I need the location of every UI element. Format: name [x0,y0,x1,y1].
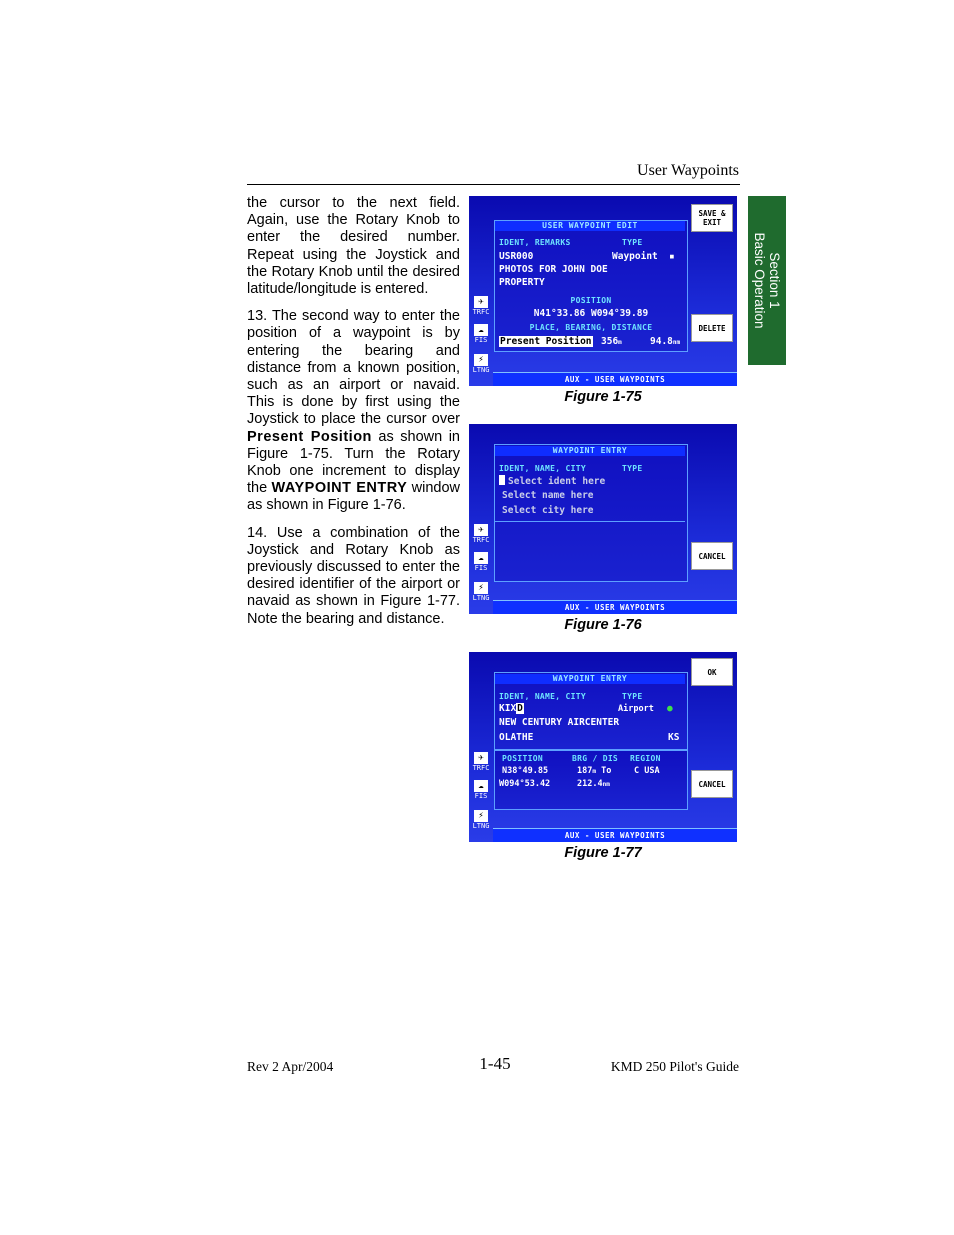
type-label: TYPE [622,464,643,473]
panel-divider [495,521,685,522]
type-square-icon: ▪ [669,251,675,262]
traffic-icon: ✈ TRFC [472,297,490,316]
type-label: TYPE [622,692,643,701]
bearing-value: 187m To [577,766,612,776]
body-text [247,195,460,638]
cancel-button[interactable]: CANCEL [691,542,733,570]
brg-dis-label: BRG / DIS [572,754,619,763]
page-name: AUX - USER WAYPOINTS [564,375,666,384]
paragraph-3: 14. Use a combination of the Joystick and Rotary Knob as previously discussed to enter the desired identifier of the airport or navaid as shown in Figure 1-77. Note the bearing and distance. [247,524,460,627]
fis-icon: ☁ FIS [474,325,488,344]
airport-name[interactable]: NEW CENTURY AIRCENTER [499,717,620,728]
airport-city[interactable]: OLATHE [499,732,534,743]
figure-1-77-caption: Figure 1-77 [564,845,642,861]
remarks-line1[interactable]: PHOTOS FOR JOHN DOE [499,264,608,275]
city-field[interactable]: Select city here [502,505,594,516]
longitude-value: W094°53.42 [499,779,551,789]
section-tab-line1: Section 1 [767,252,782,309]
figure-1-76-caption: Figure 1-76 [564,617,642,633]
delete-button[interactable]: DELETE [691,314,733,342]
name-field[interactable]: Select name here [502,490,594,501]
place-field[interactable]: Present Position [500,336,592,347]
paragraph-1: the cursor to the next field. Again, use the Rotary Knob to enter the desired number. Repeat using the Joystick and the Rotary Knob until the desired latitude/longitude is entered. [247,195,460,298]
traffic-icon: ✈ TRFC [472,525,490,544]
fis-icon: ☁ FIS [474,781,488,800]
section-tab-line2: Basic Operation [752,232,767,329]
ident-field[interactable]: KIXD [499,703,523,714]
latitude-value: N38°49.85 [502,766,549,776]
bearing-value[interactable]: 356m [601,336,622,347]
page-name: AUX - USER WAYPOINTS [564,603,666,612]
footer-guide-title: KMD 250 Pilot's Guide [610,1059,739,1074]
fis-icon: ☁ FIS [474,553,488,572]
region-label: REGION [630,754,661,763]
running-header: User Waypoints [637,162,739,179]
position-label: POSITION [570,296,612,305]
panel-title: WAYPOINT ENTRY [495,674,685,684]
text-cursor [499,475,505,485]
airport-state: KS [668,732,680,743]
footer-revision: Rev 2 Apr/2004 [247,1059,334,1074]
figure-1-77-screen [469,652,737,842]
ident-label: IDENT, NAME, CITY [499,692,586,701]
ident-label: IDENT, REMARKS [499,238,571,247]
airport-icon: ● [667,703,673,714]
lightning-icon: ⚡ LTNG [472,583,490,602]
pbd-label: PLACE, BEARING, DISTANCE [529,323,653,332]
lightning-icon: ⚡ LTNG [472,355,490,374]
figure-1-75-screen [469,196,737,386]
position-label: POSITION [502,754,543,763]
header-rule [247,184,740,185]
panel-title: USER WAYPOINT EDIT [495,221,685,231]
type-label: TYPE [622,238,643,247]
cancel-button[interactable]: CANCEL [691,770,733,798]
traffic-icon: ✈ TRFC [472,753,490,772]
ident-value[interactable]: USR000 [499,251,534,262]
panel-title: WAYPOINT ENTRY [495,446,685,456]
region-value: C USA [634,766,660,776]
sidebar-icons [469,196,493,386]
figure-1-76-screen [469,424,737,614]
page-number: 1-45 [479,1054,511,1073]
remarks-line2[interactable]: PROPERTY [499,277,545,288]
save-exit-button[interactable]: SAVE & EXIT [691,204,733,232]
distance-value[interactable]: 94.8nm [650,336,681,347]
type-value: Airport [618,704,654,714]
paragraph-2: 13. The second way to enter the position of a waypoint is by entering the bearing and distance from a known position, such as an airport or navaid. This is done by first using the Joystick to place the cursor over Present Position as shown in Figure 1-75. Turn the Rotary Knob one increment to display the WAYPOINT ENTRY window as shown in Figure 1-76. [247,308,461,514]
ok-button[interactable]: OK [691,658,733,686]
lightning-icon: ⚡ LTNG [472,811,490,830]
sidebar-icons [469,652,493,842]
ident-field[interactable]: Select ident here [499,475,605,487]
distance-value: 212.4nm [577,779,610,789]
sidebar-icons [469,424,493,614]
type-value[interactable]: Waypoint [612,251,658,262]
position-value[interactable]: N41°33.86 W094°39.89 [533,308,649,319]
ident-label: IDENT, NAME, CITY [499,464,586,473]
section-tab [748,196,786,365]
page-name: AUX - USER WAYPOINTS [564,831,666,840]
figure-1-75-caption: Figure 1-75 [564,389,642,405]
